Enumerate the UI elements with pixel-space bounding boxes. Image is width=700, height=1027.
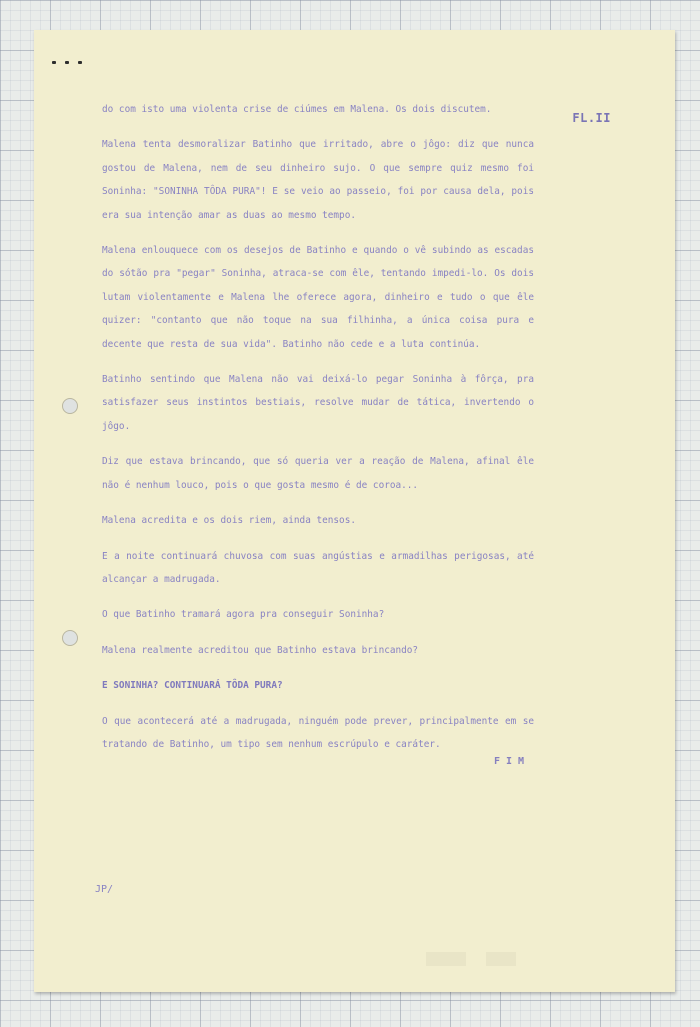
show-through-mark: [426, 952, 466, 966]
paragraph: E a noite continuará chuvosa com suas angústias e armadilhas perigosas, até alcançar a madrugada.: [102, 550, 534, 585]
paragraph: Malena realmente acreditou que Batinho estava brincando?: [102, 644, 419, 656]
show-through-mark: [486, 952, 516, 966]
typist-initials: JP/: [95, 884, 114, 895]
paragraph: Batinho sentindo que Malena não vai deixá-lo pegar Soninha à fôrça, pra satisfazer seus instintos bestiais, resolve mudar de tática, invertendo o jôgo.: [102, 374, 534, 432]
punch-hole-top: [62, 398, 78, 414]
sheet-number: FL.II: [572, 111, 611, 125]
paragraph: do com isto uma violenta crise de ciúmes em Malena. Os dois discutem.: [102, 104, 492, 115]
paragraph-heading: E SONINHA? CONTINUARÁ TÔDA PURA?: [102, 680, 283, 692]
end-mark: FIM: [494, 756, 531, 767]
paragraph: Diz que estava brincando, que só queria ver a reação de Malena, afinal êle não é nenhum louco, pois o que gosta mesmo é de coroa...: [102, 456, 534, 491]
ink-dots: [52, 61, 82, 64]
paragraph: Malena acredita e os dois riem, ainda tensos.: [102, 515, 356, 527]
paragraph: Malena enlouquece com os desejos de Batinho e quando o vê subindo as escadas do sótão pra "pegar" Soninha, atraca-se com êle, tentando impedi-lo. Os dois lutam violentamente e Malena lhe oferece agora, dinheiro e tudo o que êle quizer: "contanto que não toque na sua filhinha, a única coisa pura e decente que resta de sua vida". Batinho não cede e a luta continúa.: [102, 245, 534, 350]
paragraph: O que Batinho tramará agora pra conseguir Soninha?: [102, 609, 385, 621]
paragraph: Malena tenta desmoralizar Batinho que irritado, abre o jôgo: diz que nunca gostou de Malena, nem de seu dinheiro sujo. O que sempre quiz mesmo foi Soninha: "SONINHA TÔDA PURA"! E se veio ao passeio, foi por causa dela, pois era sua intenção amar as duas ao mesmo tempo.: [102, 139, 534, 221]
paragraph: O que acontecerá até a madrugada, ninguém pode prever, principalmente em se tratando de Batinho, um tipo sem nenhum escrúpulo e caráter.: [102, 715, 534, 750]
punch-hole-bottom: [62, 630, 78, 646]
body-text: [102, 98, 534, 768]
